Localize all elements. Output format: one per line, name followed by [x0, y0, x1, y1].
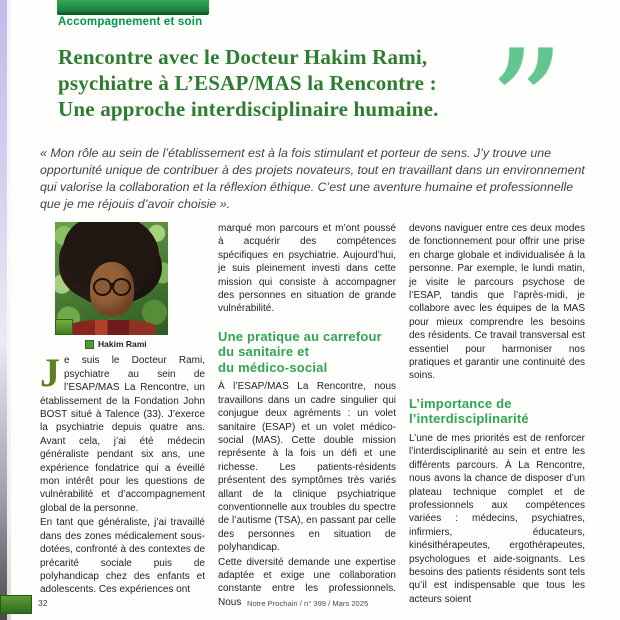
lead-quote: « Mon rôle au sein de l’établissement est à la fois stimulant et porteur de sens. J’y trouve une opportunité unique de contribuer à des projets novateurs, tout en travaillant dans un environnement qui valorise la collaboration et la réflexion éthique. C’est une aventure humaine et professionnelle que je me réjouis d’avoir choisie ».: [40, 146, 585, 211]
col3-heading: [409, 396, 585, 427]
portrait-photo: [55, 222, 168, 335]
col1-paragraph-2: En tant que généraliste, j’ai travaillé dans des zones médicalement sous-dotées, confronté à des contextes de précarité sociale puis de polyhandicap chez des enfants et adolescents. Ces expériences ont: [40, 517, 205, 596]
glasses-icon: [92, 278, 132, 294]
col1-paragraph-1: [40, 350, 205, 515]
portrait-photo-block: [55, 222, 168, 351]
page-scan-edge: [0, 0, 7, 620]
column-2: [218, 222, 396, 609]
caption-bullet-icon: [85, 340, 94, 349]
footer-page-number: 32: [38, 598, 48, 608]
col3-heading-line2: l’interdisciplinarité: [409, 411, 529, 427]
footer-page-number-square: [0, 595, 32, 614]
col2-heading: [218, 329, 396, 376]
photo-caption-text: Hakim Rami: [98, 339, 147, 349]
section-tab-bar: [57, 0, 209, 15]
article-title-line2: psychiatre à L’ESAP/MAS la Rencontre :: [58, 71, 437, 95]
col2-heading-line1: Une pratique au carrefour: [218, 328, 382, 344]
footer-journal-reference: Notre Prochain / n° 399 / Mars 2025: [247, 599, 369, 608]
page-scan-edge-highlight: [7, 0, 11, 620]
col2-heading-line3: du médico-social: [218, 359, 328, 375]
article-title: [58, 44, 498, 122]
col2-heading-line2: du sanitaire et: [218, 344, 310, 360]
col2-paragraph-3: Cette diversité demande une expertise adaptée et exige une collaboration constante entre les professionnels. Nous: [218, 556, 396, 608]
photo-caption: [85, 338, 168, 351]
col3-heading-line1: L’importance de: [409, 395, 512, 411]
quote-icon: ”: [488, 19, 567, 193]
col2-paragraph-2: À l’ESAP/MAS La Rencontre, nous travaillons dans un cadre singulier qui conjugue deux agréments : un volet sanitaire (ESAP) et un volet médico-social (MAS). Cette double mission représente à la fois un défi et une richesse. Les patients-résidents présentent des symptômes très variés allant de la clinique psychiatrique conventionnelle aux troubles du spectre de l’autisme (TSA), en passant par celle des personnes en situation de polyhandicap.: [218, 381, 396, 554]
article-title-line1: Rencontre avec le Docteur Hakim Rami,: [58, 45, 428, 69]
col2-paragraph-1: marqué mon parcours et m’ont poussé à acquérir des compétences spécifiques en psychiatrie. Aujourd’hui, je suis pleinement investi dans cette mission qui consiste à accompagner des personnes en situation de grande vulnérabilité.: [218, 223, 396, 315]
article-title-line3: Une approche interdisciplinaire humaine.: [58, 97, 439, 121]
col3-paragraph-2: L’une de mes priorités est de renforcer l’interdisciplinarité au sein et entre les différents parcours. À La Rencontre, nous avons la chance de disposer d’un plateau technique complet et de professionnels aux compétences variées : médecins, psychiatres, infirmiers, éducateurs, kinésithérapeutes, ergothérapeutes, psychologues et aide-soignants. Les besoins des patients résidents sont tels qu’il est indispensable que tous les acteurs soient: [409, 432, 585, 605]
column-1: [40, 222, 205, 609]
col1-paragraph-1-text: e suis le Docteur Rami, psychiatre au sein de l’ESAP/MAS La Rencontre, un établissement de la Fondation John BOST situé à Talence (33). J’exerce la psychiatrie depuis quatre ans. Avant cela, j’ai été médecin généraliste pendant six ans, une expérience fondatrice qui a éveillé mon intérêt pour les questions de vulnérabilité et d’accompagnement global de la personne.: [40, 355, 205, 514]
article-columns: [40, 222, 588, 609]
portrait-shirt: [69, 320, 155, 335]
section-label: Accompagnement et soin: [58, 16, 203, 28]
photo-corner-square-icon: [55, 319, 73, 335]
column-3: [409, 222, 585, 609]
drop-cap: J: [40, 350, 60, 396]
col3-paragraph-1: devons naviguer entre ces deux modes de fonctionnement pour offrir une prise en charge globale et individualisée à la personne. Par exemple, le lundi matin, je visite le parcours psychose de l’ESAP, tandis que l’après-midi, je collabore avec les équipes de la MAS pour mieux comprendre les besoins des résidents. Ce travail transversal est essentiel pour harmoniser nos pratiques et garantir une continuité des soins.: [409, 223, 585, 382]
